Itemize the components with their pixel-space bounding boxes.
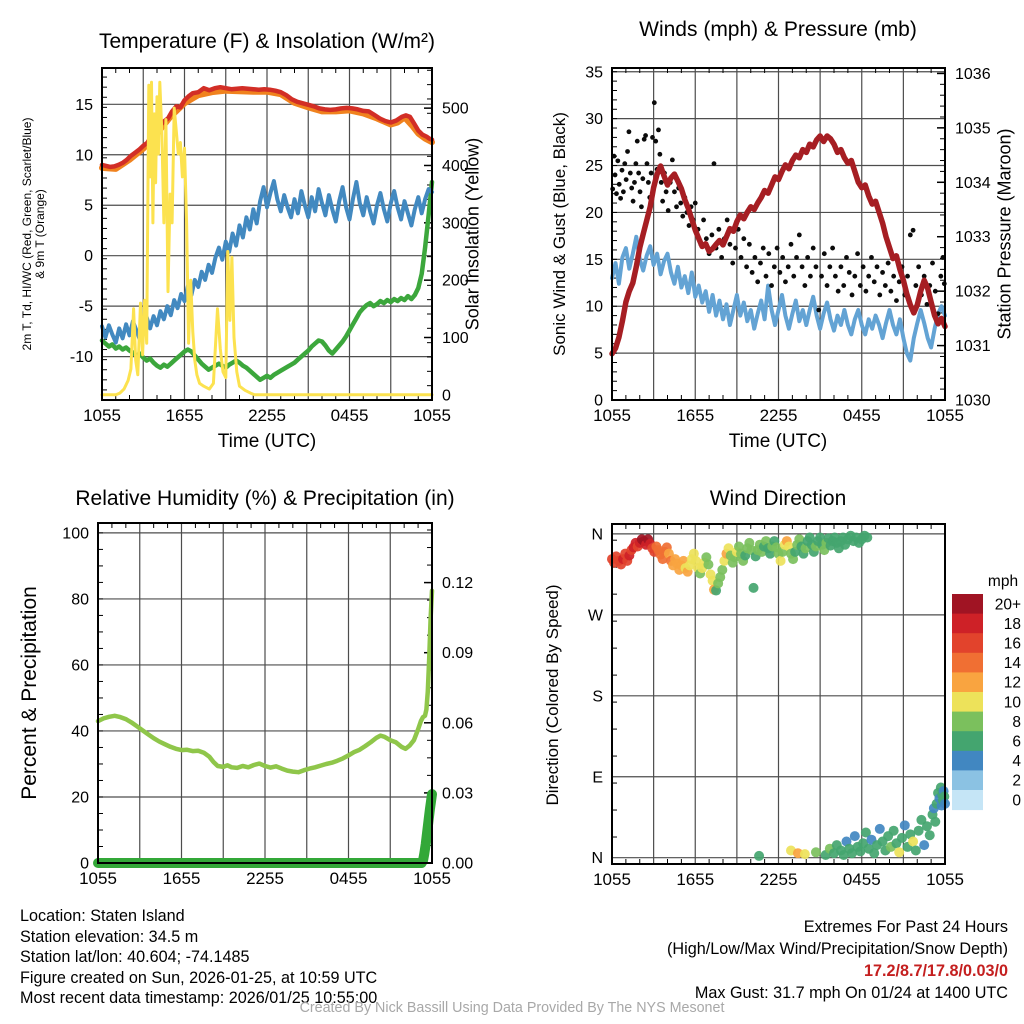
svg-text:40: 40 — [71, 723, 89, 741]
svg-text:1055: 1055 — [413, 406, 451, 425]
svg-text:0455: 0455 — [330, 406, 369, 425]
svg-text:300: 300 — [442, 215, 469, 233]
wind-direction-chart-title: Wind Direction — [709, 487, 847, 510]
svg-text:1031: 1031 — [955, 338, 991, 356]
svg-text:1055: 1055 — [79, 869, 117, 888]
station-info-block — [20, 906, 377, 1009]
svg-text:500: 500 — [442, 100, 469, 118]
svg-text:20: 20 — [71, 789, 89, 807]
credit-line: Created By Nick Bassill Using Data Provided By The NYS Mesonet — [299, 1000, 725, 1016]
temperature-y-left-label-line1: 2m T, Td, HI/WC (Red, Green, Scarlet/Blue) — [20, 117, 34, 351]
svg-text:1055: 1055 — [413, 869, 451, 888]
svg-text:4: 4 — [1012, 753, 1021, 771]
extremes-values: 17.2/8.7/17.8/0.03/0 — [863, 962, 1008, 980]
percent-precip-y-left-label: Percent & Precipitation — [18, 586, 41, 800]
svg-text:35: 35 — [585, 64, 603, 82]
svg-text:0.03: 0.03 — [442, 785, 474, 803]
svg-text:200: 200 — [442, 272, 469, 290]
svg-text:20: 20 — [585, 204, 603, 222]
station-latlon: Station lat/lon: 40.604; -74.1485 — [20, 948, 250, 966]
svg-text:12: 12 — [1003, 674, 1021, 692]
svg-text:100: 100 — [442, 329, 469, 347]
extremes-title: Extremes For Past 24 Hours — [803, 918, 1008, 936]
max-gust-line: Max Gust: 31.7 mph On 01/24 at 1400 UTC — [694, 984, 1008, 1002]
svg-text:1055: 1055 — [593, 870, 631, 889]
svg-text:1036: 1036 — [955, 65, 991, 83]
svg-text:18: 18 — [1003, 615, 1021, 633]
svg-text:5: 5 — [594, 345, 603, 363]
svg-text:2255: 2255 — [759, 406, 798, 425]
svg-text:20+: 20+ — [994, 596, 1021, 614]
station-pressure-y-right-label: Station Pressure (Maroon) — [994, 128, 1015, 340]
svg-text:mph: mph — [987, 573, 1019, 590]
svg-text:15: 15 — [585, 251, 603, 269]
svg-text:1055: 1055 — [83, 406, 121, 425]
svg-text:10: 10 — [75, 147, 93, 165]
svg-text:15: 15 — [75, 96, 93, 114]
winds-chart-title: Winds (mph) & Pressure (mb) — [639, 18, 917, 41]
svg-text:E: E — [592, 769, 603, 787]
temperature-chart-title: Temperature (F) & Insolation (W/m²) — [98, 30, 436, 53]
svg-text:0: 0 — [84, 248, 93, 266]
svg-text:100: 100 — [62, 525, 89, 543]
svg-text:W: W — [587, 607, 603, 625]
svg-text:80: 80 — [71, 591, 89, 609]
svg-text:8: 8 — [1012, 713, 1021, 731]
svg-text:30: 30 — [585, 111, 603, 129]
svg-text:0455: 0455 — [842, 406, 881, 425]
sonic-wind-y-left-label: Sonic Wind & Gust (Blue, Black) — [550, 112, 569, 356]
svg-text:0: 0 — [442, 387, 451, 405]
svg-text:0: 0 — [80, 855, 89, 873]
svg-text:25: 25 — [585, 158, 603, 176]
svg-text:1034: 1034 — [955, 174, 991, 192]
svg-text:1655: 1655 — [676, 406, 715, 425]
svg-text:0455: 0455 — [842, 870, 881, 889]
svg-text:5: 5 — [84, 197, 93, 215]
svg-text:S: S — [592, 688, 603, 706]
temperature-y-left-label — [21, 118, 47, 351]
solar-insolation-y-right-label: Solar Insolation (Yellow) — [462, 137, 483, 331]
svg-text:0.12: 0.12 — [442, 575, 474, 593]
svg-text:16: 16 — [1003, 635, 1021, 653]
svg-text:2255: 2255 — [246, 869, 284, 888]
svg-text:0455: 0455 — [329, 869, 368, 888]
svg-text:1030: 1030 — [955, 392, 991, 410]
svg-text:-10: -10 — [69, 349, 93, 367]
svg-text:14: 14 — [1003, 655, 1021, 673]
station-location: Location: Staten Island — [20, 907, 185, 925]
svg-text:1055: 1055 — [926, 406, 964, 425]
extremes-subtitle: (High/Low/Max Wind/Precipitation/Snow Depth) — [667, 940, 1008, 958]
temperature-y-left-label-line2: & 9m T (Orange) — [33, 189, 47, 279]
winds-x-axis-title: Time (UTC) — [728, 431, 828, 452]
svg-text:10: 10 — [585, 298, 603, 316]
direction-y-left-label: Direction (Colored By Speed) — [543, 584, 562, 806]
svg-text:1655: 1655 — [162, 869, 201, 888]
temperature-x-axis-title: Time (UTC) — [217, 431, 317, 452]
most-recent-data-timestamp: Most recent data timestamp: 2026/01/25 10:55:00 — [20, 989, 378, 1007]
humidity-chart-title: Relative Humidity (%) & Precipitation (in) — [75, 487, 455, 510]
svg-text:1655: 1655 — [676, 870, 715, 889]
extremes-block — [667, 916, 1008, 1004]
station-elevation: Station elevation: 34.5 m — [20, 927, 199, 946]
svg-text:1032: 1032 — [955, 283, 991, 301]
svg-text:400: 400 — [442, 157, 469, 175]
svg-text:2255: 2255 — [248, 406, 286, 425]
figure-created-timestamp: Figure created on Sun, 2026-01-25, at 10:59 UTC — [20, 968, 378, 987]
svg-text:N: N — [591, 526, 603, 544]
svg-text:2: 2 — [1012, 772, 1021, 790]
svg-text:6: 6 — [1012, 733, 1021, 751]
svg-text:1055: 1055 — [593, 406, 631, 425]
svg-text:N: N — [591, 850, 603, 868]
svg-text:0: 0 — [594, 392, 603, 410]
svg-text:0.09: 0.09 — [442, 645, 474, 663]
svg-text:0.06: 0.06 — [442, 715, 474, 733]
svg-text:1035: 1035 — [955, 120, 991, 138]
svg-text:0.00: 0.00 — [442, 855, 474, 873]
svg-text:10: 10 — [1003, 694, 1021, 712]
svg-text:2255: 2255 — [759, 870, 798, 889]
svg-text:1055: 1055 — [926, 870, 964, 889]
svg-text:1655: 1655 — [165, 406, 204, 425]
svg-text:-5: -5 — [78, 298, 93, 316]
svg-text:1033: 1033 — [955, 229, 991, 247]
svg-text:60: 60 — [71, 657, 89, 675]
svg-text:0: 0 — [1012, 792, 1021, 810]
